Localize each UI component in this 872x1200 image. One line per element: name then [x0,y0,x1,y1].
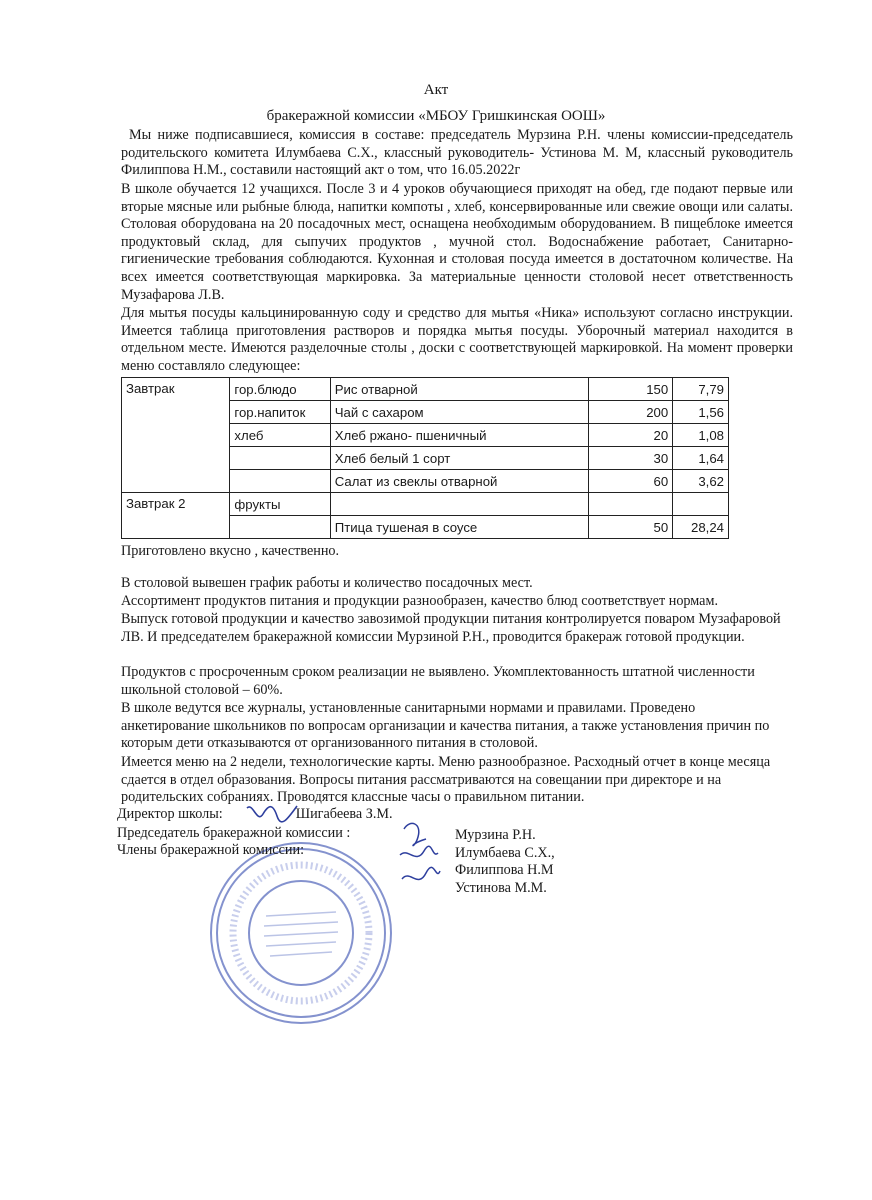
quality-note: Приготовлено вкусно , качественно. [121,543,340,559]
grams-cell: 200 [589,401,673,424]
category-cell: фрукты [230,493,330,516]
price-cell: 1,64 [673,447,729,470]
members-label: Члены бракеражной комиссии: [117,842,305,858]
member-name: Илумбаева С.Х., [455,844,555,861]
journals-paragraph: В школе ведутся все журналы, установленные санитарными нормами и правилами. Проведено анкетирование школьников по вопросам организации и качества питания, а также установления причин по которым дети отказываются от организованного питания в столовой. [121,700,770,752]
document-title: Акт [423,82,449,98]
dish-cell: Салат из свеклы отварной [330,470,588,493]
category-cell: гор.блюдо [230,378,330,401]
dish-cell: Хлеб белый 1 сорт [330,447,588,470]
grams-cell: 60 [589,470,673,493]
member-name: Филиппова Н.М [455,862,554,878]
grams-cell: 30 [589,447,673,470]
assortment-note: Ассортимент продуктов питания и продукции разнообразен, качество блюд соответствует нормам. [121,593,718,609]
price-cell: 7,79 [673,378,729,401]
commission-signatures [396,815,444,895]
category-cell: хлеб [230,424,330,447]
dish-cell: Хлеб ржано- пшеничный [330,424,588,447]
grams-cell [589,493,673,516]
menu-row [122,493,729,516]
director-name: Шигабеева З.М. [295,806,393,822]
schedule-note: В столовой вывешен график работы и количество посадочных мест. [121,575,533,591]
category-cell [230,470,330,493]
meal-cell: Завтрак 2 [122,493,230,539]
grams-cell: 150 [589,378,673,401]
member-name: Устинова М.М. [455,879,547,896]
dish-cell: Рис отварной [330,378,588,401]
production-control-paragraph: Выпуск готовой продукции и качество завозимой продукции питания контролируется поваром Музафаровой ЛВ. И председателем бракеражной комиссии Мурзиной Р.Н., проводится бракераж готовой продукции. [121,611,781,645]
category-cell [230,516,330,539]
price-cell: 1,56 [673,401,729,424]
menu-table [121,377,729,539]
school-description-paragraph: В школе обучается 12 учащихся. После 3 и 4 уроков обучающиеся приходят на обед, где подают первые или вторые мясные или рыбные блюда, напитки компоты , хлеб, консервированные или свежие овощи или салаты. Столовая оборудована на 20 посадочных мест, оснащена необходимым оборудованием. В пищеблоке имеется продуктовый склад, для сыпучих продуктов , мучной стол. Водоснабжение работает, Санитарно-гигиенические требования соблюдаются. Кухонная и столовая посуда имеется в достаточном количестве. На всех имеется соответствующая маркировка. За материальные ценности столовой несет ответственность Музафарова Л.В. [121,181,793,303]
grams-cell: 20 [589,424,673,447]
intro-paragraph: Мы ниже подписавшиеся, комиссия в составе: председатель Мурзина Р.Н. члены комиссии-председатель родительского комитета Илумбаева С.Х., классный руководитель- Устинова М. М, классный руководитель Филиппова Н.М., составили настоящий акт о том, что 16.05.2022г [121,127,793,179]
dishwashing-paragraph: Для мытья посуды кальцинированную соду и средство для мытья «Ника» используют согласно инструкции. Имеется таблица приготовления растворов и порядка мытья посуды. Уборочный материал находится в отдельном месте. Имеются разделочные столы , доски с соответствующей маркировкой. На момент проверки меню составляло следующее: [121,305,793,374]
category-cell: гор.напиток [230,401,330,424]
price-cell: 28,24 [673,516,729,539]
price-cell: 3,62 [673,470,729,493]
chair-name: Мурзина Р.Н. [455,827,536,843]
document-subtitle: бракеражной комиссии «МБОУ Гришкинская ООШ» [266,108,606,124]
category-cell [230,447,330,470]
director-signature [243,800,301,826]
price-cell [673,493,729,516]
expiry-paragraph: Продуктов с просроченным сроком реализации не выявлено. Укомплектованность штатной численности школьной столовой – 60%. [121,664,755,698]
grams-cell: 50 [589,516,673,539]
menu-row [122,378,729,401]
dish-cell [330,493,588,516]
chair-label: Председатель бракеражной комиссии : [117,825,351,841]
commission-names [455,827,555,897]
dish-cell: Чай с сахаром [330,401,588,424]
price-cell: 1,08 [673,424,729,447]
menu-report-paragraph: Имеется меню на 2 недели, технологические карты. Меню разнообразное. Расходный отчет в конце месяца сдается в отдел образования. Вопросы питания рассматриваются на совещании при директоре и на родительских собраниях. Проводятся классные часы о правильном питании. [121,754,771,806]
director-label: Директор школы: [117,806,223,822]
dish-cell: Птица тушеная в соусе [330,516,588,539]
meal-cell: Завтрак [122,378,230,493]
official-stamp [206,838,396,1028]
